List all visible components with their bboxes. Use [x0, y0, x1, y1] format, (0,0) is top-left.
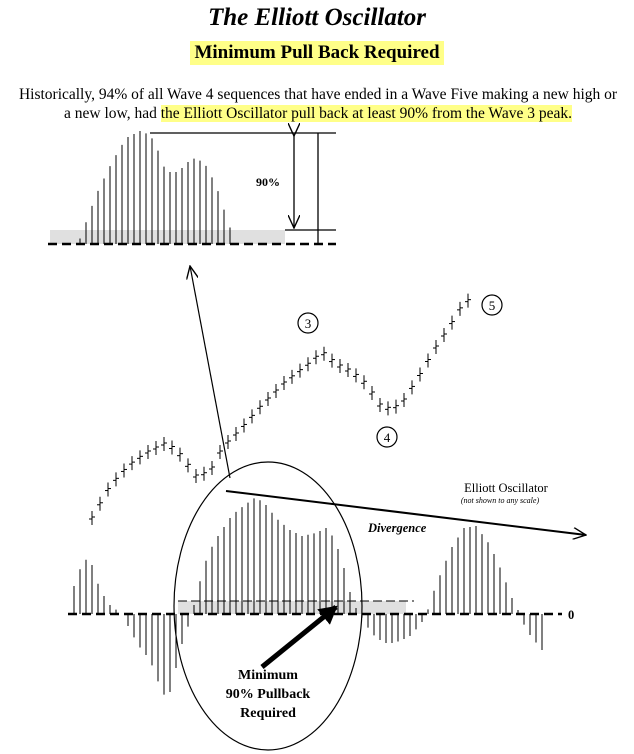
oscillator-scale-note: (not shown to any scale): [460, 496, 540, 505]
callout-line-1: Minimum: [238, 668, 298, 683]
wave-4-marker: [377, 427, 397, 447]
pullback-callout-arrow: [262, 607, 336, 667]
page-title: The Elliott Oscillator: [207, 4, 427, 31]
oscillator-zero-label: 0: [568, 608, 575, 622]
callout-line-3: Required: [240, 706, 296, 721]
callout-line-2: 90% Pullback: [225, 687, 311, 702]
intro-highlight: the Elliott Oscillator pull back at least 90% from the Wave 3 peak.: [160, 105, 572, 122]
inset-shade: [50, 230, 285, 244]
oscillator-label: Elliott Oscillator: [464, 481, 548, 495]
page-subtitle: Minimum Pull Back Required: [190, 41, 443, 65]
price-bars: [89, 294, 471, 525]
divergence-label: Divergence: [368, 521, 427, 535]
wave-5-marker: [482, 295, 502, 315]
wave-3-label: 3: [304, 316, 312, 331]
inset-panel: [48, 131, 336, 244]
wave-4-label: 4: [383, 430, 391, 445]
oscillator-histogram: [74, 498, 542, 694]
wave-3-marker: [298, 313, 318, 333]
inset-percent-label: 90%: [256, 175, 280, 189]
intro-text: Historically, 94% of all Wave 4 sequences that have ended in a Wave Five making a new high or a new low, had: [18, 86, 618, 122]
pointer-arrow-to-inset: [190, 266, 230, 478]
wave-5-label: 5: [488, 298, 496, 313]
inset-histogram: [80, 131, 236, 244]
